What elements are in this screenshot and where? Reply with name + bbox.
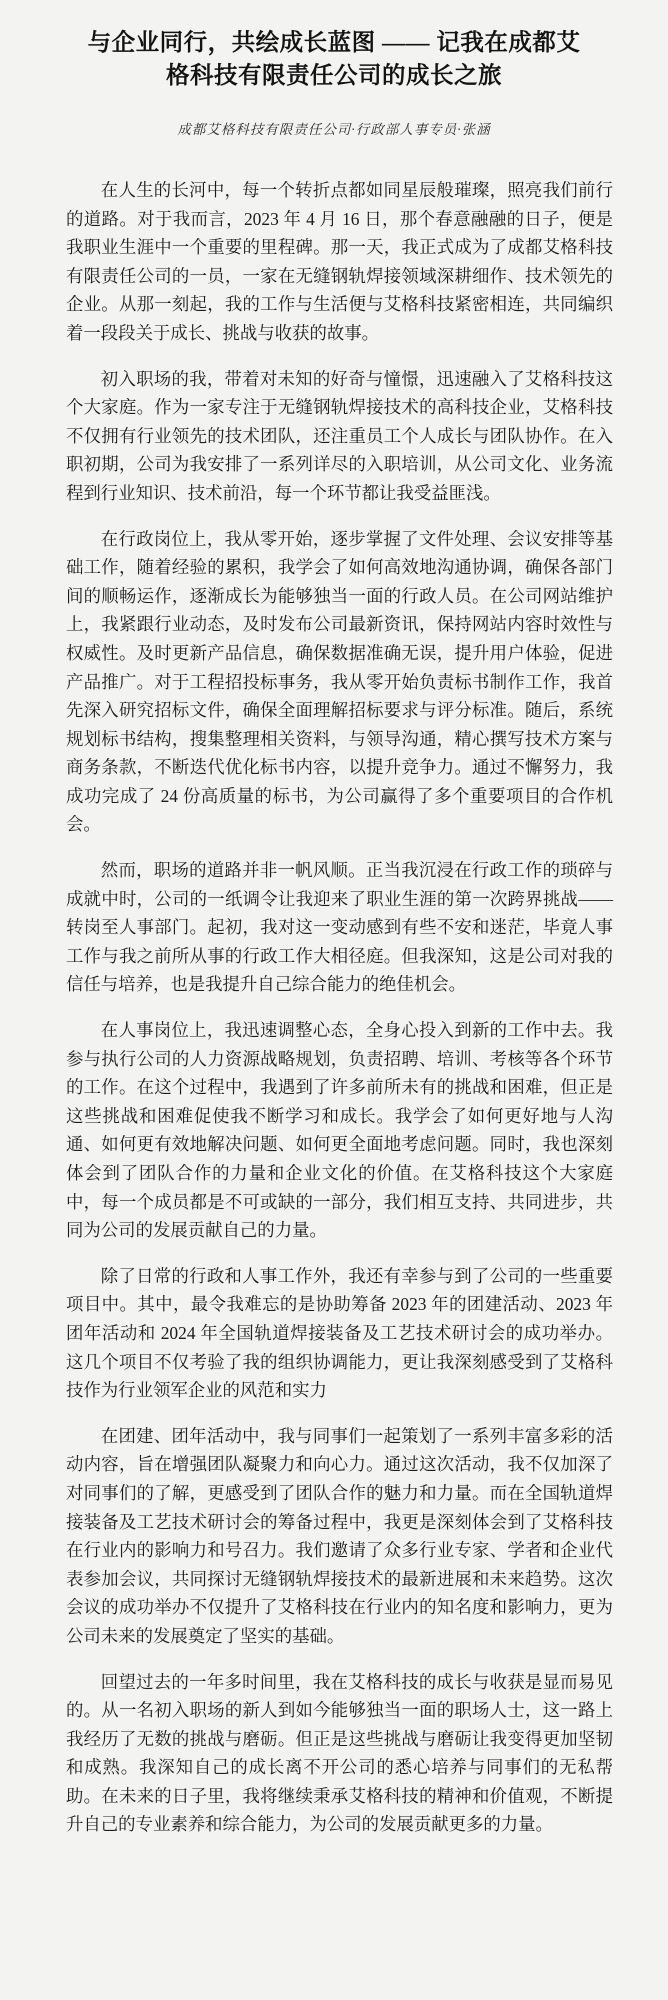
paragraph: 在人生的长河中，每一个转折点都如同星辰般璀璨，照亮我们前行的道路。对于我而言，2023 年 4 月 16 日，那个春意融融的日子，便是我职业生涯中一个重要的里程碑。那一天，我正式成为了成都艾格科技有限责任公司的一员，一家在无缝钢轨焊接领域深耕细作、技术领先的企业。从那一刻起，我的工作与生活便与艾格科技紧密相连，共同编织着一段段关于成长、挑战与收获的故事。 bbox=[66, 180, 613, 343]
paragraph: 回望过去的一年多时间里，我在艾格科技的成长与收获是显而易见的。从一名初入职场的新人到如今能够独当一面的职场人士，这一路上我经历了无数的挑战与磨砺。但正是这些挑战与磨砺让我变得更加坚韧和成熟。我深知自己的成长离不开公司的悉心培养与同事们的无私帮助。在未来的日子里，我将继续秉承艾格科技的精神和价值观，不断提升自己的专业素养和综合能力，为公司的发展贡献更多的力量。 bbox=[66, 1671, 613, 1835]
paragraph: 初入职场的我，带着对未知的好奇与憧憬，迅速融入了艾格科技这个大家庭。作为一家专注于无缝钢轨焊接技术的高科技企业，艾格科技不仅拥有行业领先的技术团队，还注重员工个人成长与团队协作。在入职初期，公司为我安排了一系列详尽的入职培训，从公司文化、业务流程到行业知识、技术前沿，每一个环节都让我受益匪浅。 bbox=[66, 368, 613, 503]
paragraph: 然而，职场的道路并非一帆风顺。正当我沉浸在行政工作的琐碎与成就中时，公司的一纸调令让我迎来了职业生涯的第一次跨界挑战——转岗至人事部门。起初，我对这一变动感到有些不安和迷茫，毕竟人事工作与我之前所从事的行政工作大相径庭。但我深知，这是公司对我的信任与培养，也是我提升自己综合能力的绝佳机会。 bbox=[66, 860, 613, 995]
paragraph: 在团建、团年活动中，我与同事们一起策划了一系列丰富多彩的活动内容，旨在增强团队凝聚力和向心力。通过这次活动，我不仅加深了对同事们的了解，更感受到了团队合作的魅力和力量。而在全国轨道焊接装备及工艺技术研讨会的筹备过程中，我更是深刻体会到了艾格科技在行业内的影响力和号召力。我们邀请了众多行业专家、学者和企业代表参加会议，共同探讨无缝钢轨焊接技术的最新进展和未来趋势。这次会议的成功举办不仅提升了艾格科技在行业内的知名度和影响力，更为公司未来的发展奠定了坚实的基础。 bbox=[66, 1425, 613, 1646]
article-title: 与企业同行，共绘成长蓝图 —— 记我在成都艾格科技有限责任公司的成长之旅 bbox=[87, 30, 581, 89]
paragraph: 在行政岗位上，我从零开始，逐步掌握了文件处理、会议安排等基础工作，随着经验的累积，我学会了如何高效地沟通协调，确保各部门间的顺畅运作，逐渐成长为能够独当一面的行政人员。在公司网站维护上，我紧跟行业动态，及时发布公司最新资讯，保持网站内容时效性与权威性。及时更新产品信息，确保数据准确无误，提升用户体验，促进产品推广。对于工程招投标事务，我从零开始负责标书制作工作，我首先深入研究招标文件，确保全面理解招标要求与评分标准。随后，系统规划标书结构，搜集整理相关资料，与领导沟通，精心撰写技术方案与商务条款，不断迭代优化标书内容，以提升竞争力。通过不懈努力，我成功完成了 24 份高质量的标书，为公司赢得了多个重要项目的合作机会。 bbox=[66, 528, 613, 835]
article-byline: 成都艾格科技有限责任公司·行政部人事专员·张涵 bbox=[177, 122, 491, 137]
article-body bbox=[0, 176, 668, 1839]
paragraph: 除了日常的行政和人事工作外，我还有幸参与到了公司的一些重要项目中。其中，最令我难忘的是协助筹备 2023 年的团建活动、2023 年团年活动和 2024 年全国轨道焊接装备及工艺技术研讨会的成功举办。这几个项目不仅考验了我的组织协调能力，更让我深刻感受到了艾格科技作为行业领军企业的风范和实力 bbox=[66, 1265, 613, 1401]
paragraph: 在人事岗位上，我迅速调整心态，全身心投入到新的工作中去。我参与执行公司的人力资源战略规划，负责招聘、培训、考核等各个环节的工作。在这个过程中，我遇到了许多前所未有的挑战和困难，但正是这些挑战和困难促使我不断学习和成长。我学会了如何更好地与人沟通、如何更有效地解决问题、如何更全面地考虑问题。同时，我也深刻体会到了团队合作的力量和企业文化的价值。在艾格科技这个大家庭中，每一个成员都是不可或缺的一部分，我们相互支持、共同进步，共同为公司的发展贡献自己的力量。 bbox=[66, 1020, 613, 1241]
